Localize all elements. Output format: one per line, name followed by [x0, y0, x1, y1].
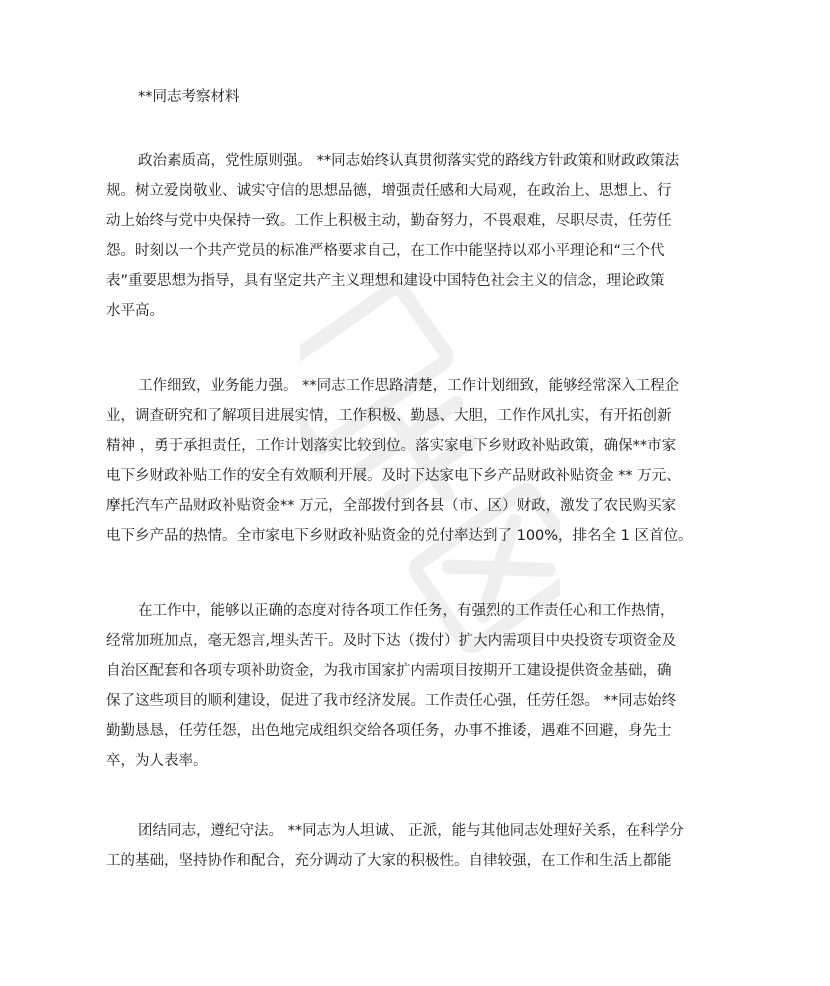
- paragraph-line: 勤勤恳恳，任劳任怨，出色地完成组织交给各项任务，办事不推诿，遇难不回避，身先士: [106, 723, 672, 739]
- paragraph-line: 摩托汽车产品财政补贴资金** 万元，全部拨付到各县（市、区）财政，激发了农民购买家: [106, 498, 677, 514]
- document-title: **同志考察材料: [138, 89, 240, 105]
- paragraph-line: 业，调查研究和了解项目进展实情，工作积极、勤恳、大胆，工作作风扎实，有开拓创新: [106, 408, 672, 424]
- paragraph-line: 在工作中，能够以正确的态度对待各项工作任务，有强烈的工作责任心和工作热情，: [138, 603, 675, 619]
- paragraph-line: 精神 ，勇于承担责任，工作计划落实比较到位。落实家电下乡财政补贴政策，确保**市家: [106, 438, 677, 454]
- paragraph-4: [106, 816, 746, 876]
- paragraph-line: 保了这些项目的顺利建设，促进了我市经济发展。工作责任心强，任劳任怨。 **同志始终: [106, 693, 677, 709]
- paragraph-2: [106, 371, 746, 551]
- paragraph-line: 工作细致，业务能力强。 **同志工作思路清楚，工作计划细致，能够经常深入工程企: [138, 378, 680, 394]
- paragraph-line: 团结同志，遵纪守法。 **同志为人坦诚、 正派，能与其他同志处理好关系，在科学分: [138, 823, 684, 839]
- paragraph-line: 电下乡财政补贴工作的安全有效顺利开展。及时下达家电下乡产品财政补贴资金 ** 万元、: [106, 468, 681, 484]
- paragraph-line: 表”重要思想为指导，具有坚定共产主义理想和建设中国特色社会主义的信念，理论政策: [106, 273, 665, 289]
- paragraph-line: 怨。时刻以一个共产党员的标准严格要求自己，在工作中能坚持以邓小平理论和“三个代: [106, 243, 665, 259]
- paragraph-line: 卒，为人表率。: [106, 753, 208, 769]
- paragraph-1: [106, 146, 746, 326]
- paragraph-line: 规。树立爱岗敬业、诚实守信的思想品德，增强责任感和大局观，在政治上、思想上、行: [106, 183, 672, 199]
- paragraph-3: [106, 596, 746, 776]
- paragraph-line: 动上始终与党中央保持一致。工作上积极主动，勤奋努力，不畏艰难，尽职尽责，任劳任: [106, 213, 672, 229]
- paragraph-line: 水平高。: [106, 303, 164, 319]
- paragraph-line: 自治区配套和各项专项补助资金，为我市国家扩内需项目按期开工建设提供资金基础，确: [106, 663, 672, 679]
- paragraph-line: 经常加班加点，毫无怨言,埋头苦干。及时下达（拨付）扩大内需项目中央投资专项资金及: [106, 633, 677, 649]
- paragraph-line: 电下乡产品的热情。全市家电下乡财政补贴资金的兑付率达到了 100%，排名全 1 区首位。: [106, 528, 693, 544]
- paragraph-line: 政治素质高，党性原则强。 **同志始终认真贯彻落实党的路线方针政策和财政政策法: [138, 153, 680, 169]
- paragraph-line: 工的基础，坚持协作和配合，充分调动了大家的积极性。自律较强，在工作和生活上都能: [106, 853, 672, 869]
